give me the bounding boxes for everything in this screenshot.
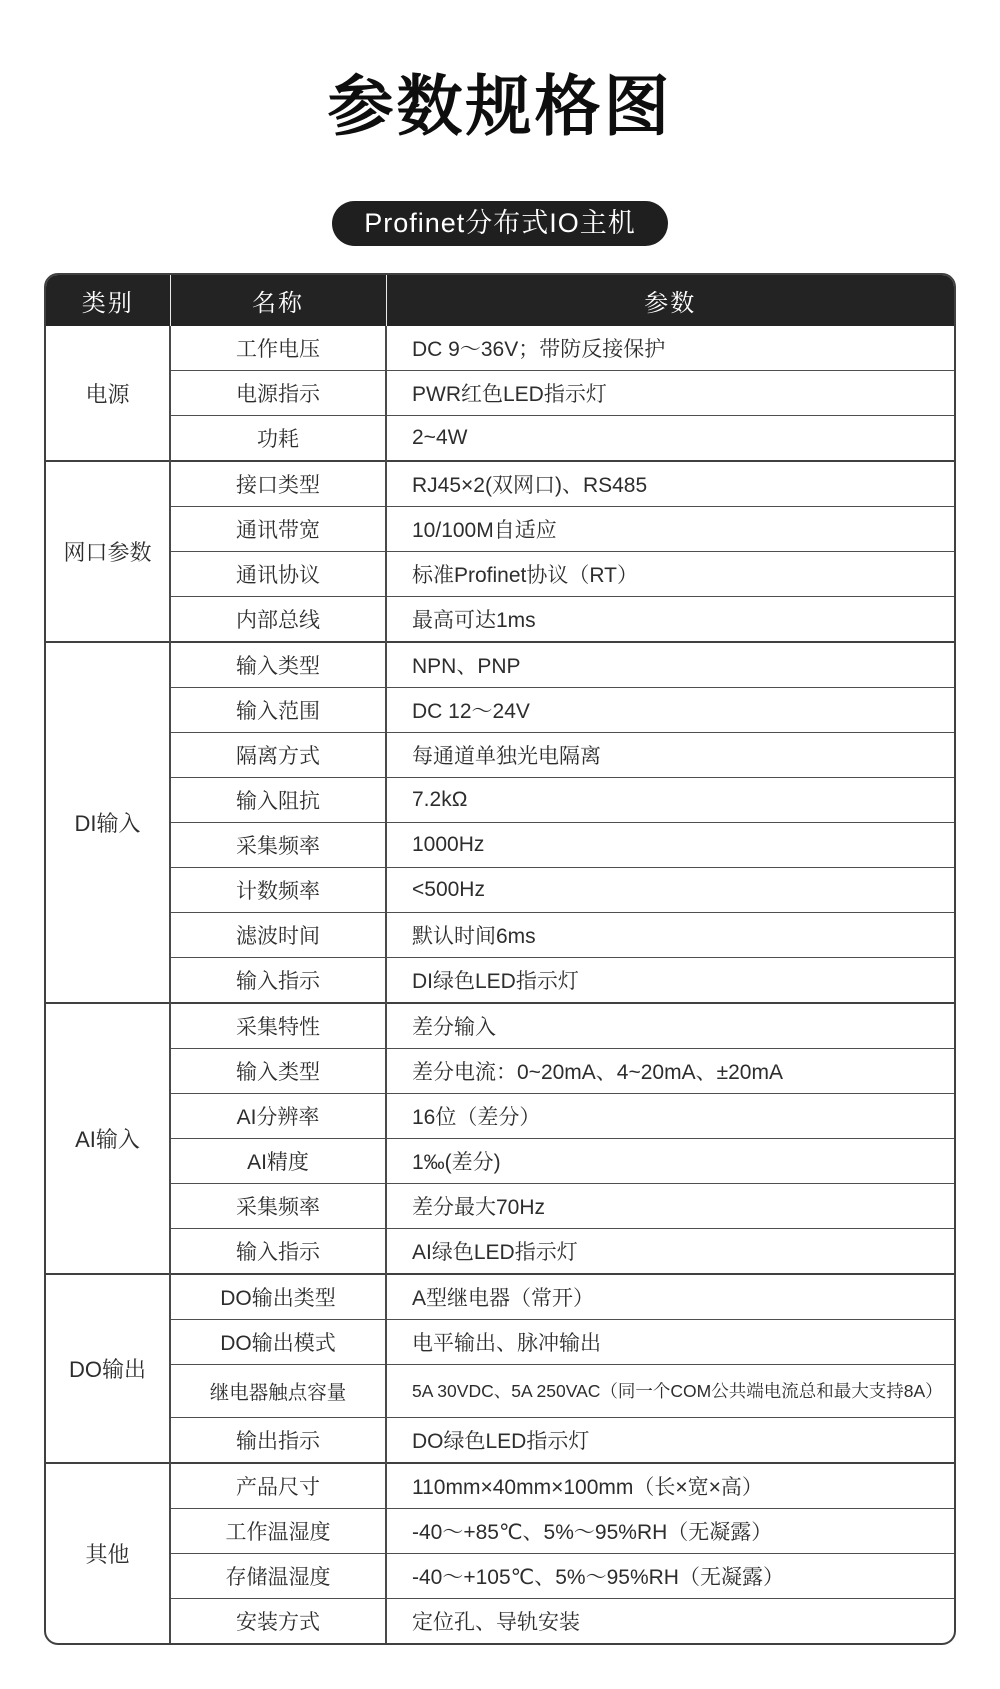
spec-value-cell: 差分电流：0~20mA、4~20mA、±20mA <box>386 1049 954 1094</box>
spec-value-cell: 5A 30VDC、5A 250VAC（同一个COM公共端电流总和最大支持8A） <box>386 1365 954 1418</box>
table-row <box>46 1184 954 1229</box>
spec-name-cell: 输入类型 <box>170 642 386 688</box>
spec-name-cell: 电源指示 <box>170 371 386 416</box>
spec-value-cell: DC 12～24V <box>386 688 954 733</box>
spec-value-cell: DO绿色LED指示灯 <box>386 1418 954 1464</box>
table-row <box>46 1094 954 1139</box>
spec-name-cell: DO输出模式 <box>170 1320 386 1365</box>
badge-row <box>0 201 1000 246</box>
spec-value-cell: 每通道单独光电隔离 <box>386 733 954 778</box>
table-row <box>46 958 954 1004</box>
table-header-row <box>46 275 954 326</box>
spec-value-cell: DI绿色LED指示灯 <box>386 958 954 1004</box>
spec-value-cell: PWR红色LED指示灯 <box>386 371 954 416</box>
table-row <box>46 1509 954 1554</box>
spec-name-cell: 输入指示 <box>170 958 386 1004</box>
spec-value-cell: AI绿色LED指示灯 <box>386 1229 954 1275</box>
table-row <box>46 778 954 823</box>
table-row <box>46 597 954 643</box>
spec-name-cell: 输入范围 <box>170 688 386 733</box>
spec-value-cell: 标准Profinet协议（RT） <box>386 552 954 597</box>
spec-name-cell: 接口类型 <box>170 461 386 507</box>
spec-value-cell: 7.2kΩ <box>386 778 954 823</box>
spec-name-cell: 采集频率 <box>170 823 386 868</box>
table-row <box>46 1320 954 1365</box>
spec-name-cell: 功耗 <box>170 416 386 462</box>
table-row <box>46 823 954 868</box>
table-row <box>46 868 954 913</box>
category-cell-network: 网口参数 <box>46 461 170 642</box>
table-row <box>46 1229 954 1275</box>
spec-name-cell: 隔离方式 <box>170 733 386 778</box>
table-row <box>46 326 954 371</box>
spec-value-cell: 2~4W <box>386 416 954 462</box>
spec-name-cell: AI精度 <box>170 1139 386 1184</box>
spec-name-cell: 输出指示 <box>170 1418 386 1464</box>
category-cell-power: 电源 <box>46 326 170 461</box>
spec-value-cell: 110mm×40mm×100mm（长×宽×高） <box>386 1463 954 1509</box>
spec-name-cell: 产品尺寸 <box>170 1463 386 1509</box>
spec-name-cell: 输入指示 <box>170 1229 386 1275</box>
spec-name-cell: 输入类型 <box>170 1049 386 1094</box>
spec-name-cell: 采集频率 <box>170 1184 386 1229</box>
table-row <box>46 507 954 552</box>
table-row <box>46 1274 954 1320</box>
table-row <box>46 552 954 597</box>
product-badge: Profinet分布式IO主机 <box>332 201 668 246</box>
table-row <box>46 733 954 778</box>
spec-value-cell: <500Hz <box>386 868 954 913</box>
col-header-category: 类别 <box>46 275 170 326</box>
spec-value-cell: RJ45×2(双网口)、RS485 <box>386 461 954 507</box>
col-header-param: 参数 <box>386 275 954 326</box>
spec-value-cell: 电平输出、脉冲输出 <box>386 1320 954 1365</box>
spec-name-cell: 安装方式 <box>170 1599 386 1644</box>
spec-name-cell: 继电器触点容量 <box>170 1365 386 1418</box>
spec-value-cell: 1‰(差分) <box>386 1139 954 1184</box>
spec-name-cell: 工作温湿度 <box>170 1509 386 1554</box>
table-row <box>46 913 954 958</box>
table-row <box>46 1003 954 1049</box>
page-title: 参数规格图 <box>327 69 673 143</box>
spec-value-cell: -40～+85℃、5%～95%RH（无凝露） <box>386 1509 954 1554</box>
table-row <box>46 1554 954 1599</box>
table-row <box>46 371 954 416</box>
spec-name-cell: 计数频率 <box>170 868 386 913</box>
spec-name-cell: 存储温湿度 <box>170 1554 386 1599</box>
spec-name-cell: DO输出类型 <box>170 1274 386 1320</box>
category-cell-ai: AI输入 <box>46 1003 170 1274</box>
category-cell-other: 其他 <box>46 1463 170 1643</box>
spec-value-cell: NPN、PNP <box>386 642 954 688</box>
spec-value-cell: DC 9～36V；带防反接保护 <box>412 338 666 361</box>
spec-name-cell: 通讯协议 <box>170 552 386 597</box>
spec-value-cell: 16位（差分） <box>386 1094 954 1139</box>
table-row <box>46 416 954 462</box>
spec-value-cell: 10/100M自适应 <box>386 507 954 552</box>
table-row <box>46 1599 954 1644</box>
table-row <box>46 1049 954 1094</box>
category-cell-do: DO输出 <box>46 1274 170 1463</box>
spec-value-cell: 差分最大70Hz <box>386 1184 954 1229</box>
spec-name-cell: 输入阻抗 <box>170 778 386 823</box>
spec-name-cell: AI分辨率 <box>170 1094 386 1139</box>
spec-value-cell: 1000Hz <box>386 823 954 868</box>
spec-value-cell: A型继电器（常开） <box>386 1274 954 1320</box>
table-row <box>46 461 954 507</box>
spec-name-cell: 采集特性 <box>170 1003 386 1049</box>
spec-value-cell: -40～+105℃、5%～95%RH（无凝露） <box>386 1554 954 1599</box>
spec-value-cell: 定位孔、导轨安装 <box>386 1599 954 1644</box>
spec-name-cell: 滤波时间 <box>170 913 386 958</box>
spec-value-cell: 差分输入 <box>386 1003 954 1049</box>
spec-value-cell: 最高可达1ms <box>386 597 954 643</box>
spec-value-cell: 默认时间6ms <box>386 913 954 958</box>
table-row <box>46 1365 954 1418</box>
category-cell-di: DI输入 <box>46 642 170 1003</box>
table-row <box>46 688 954 733</box>
table-row <box>46 642 954 688</box>
table-row <box>46 1139 954 1184</box>
spec-name-cell: 工作电压 <box>170 326 386 371</box>
table-row <box>46 1418 954 1464</box>
col-header-name: 名称 <box>170 275 386 326</box>
table-row <box>46 1463 954 1509</box>
spec-name-cell: 通讯带宽 <box>170 507 386 552</box>
spec-name-cell: 内部总线 <box>170 597 386 643</box>
spec-table <box>44 273 956 1645</box>
spec-table-grid <box>46 275 954 1643</box>
